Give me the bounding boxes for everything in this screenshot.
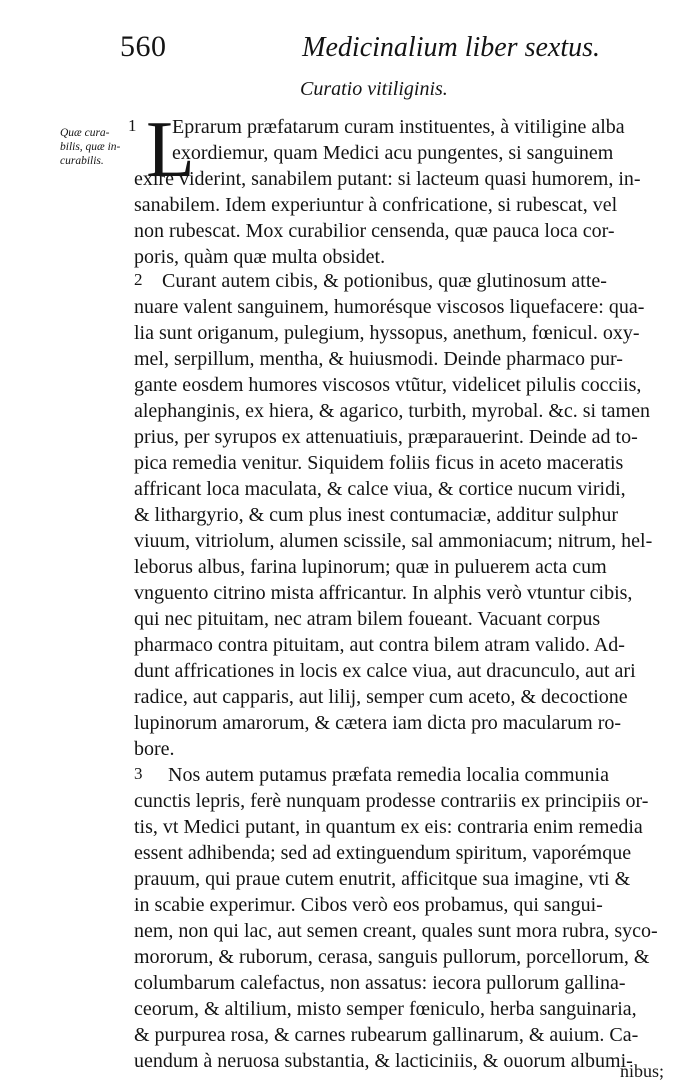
text-line: leborus albus, farina lupinorum; quæ in puluerem acta cum: [134, 556, 607, 578]
text-line: exire viderint, sanabilem putant: si lacteum quasi humorem, in-: [134, 168, 641, 190]
margin-note-line: bilis, quæ in-: [60, 141, 121, 153]
text-line: Curant autem cibis, & potionibus, quæ glutinosum atte-: [162, 270, 607, 292]
text-line: columbarum calefactus, non assatus: iecora pullorum gallina-: [134, 972, 626, 994]
drop-cap: L: [146, 106, 195, 194]
text-line: qui nec pituitam, nec atram bilem foueant. Vacuant corpus: [134, 608, 601, 630]
text-line: essent adhibenda; sed ad extinguendum spiritum, vaporémque: [134, 842, 632, 864]
text-line: bore.: [134, 738, 175, 760]
running-head: Medicinalium liber sextus.: [302, 32, 600, 63]
paragraph-number: 1: [128, 116, 137, 135]
page-header: [120, 30, 600, 70]
section-title: Curatio vitiliginis.: [300, 78, 448, 100]
text-line: lia sunt origanum, pulegium, hyssopus, anethum, fœnicul. oxy-: [134, 322, 640, 344]
text-line: pica remedia venitur. Siquidem foliis ficus in aceto maceratis: [134, 452, 624, 474]
text-line: non rubescat. Mox curabilior censenda, quæ pauca loca cor-: [134, 220, 615, 242]
text-line: Eprarum præfatarum curam instituentes, à vitiligine alba: [172, 116, 625, 138]
text-line: in scabie experimur. Cibos verò eos probamus, qui sangui-: [134, 894, 603, 916]
text-line: radice, aut capparis, aut lilij, semper cum aceto, & decoctione: [134, 686, 628, 708]
text-line: tis, vt Medici putant, in quantum ex eis: contraria enim remedia: [134, 816, 643, 838]
text-line: mororum, & ruborum, cerasa, sanguis pullorum, porcellorum, &: [134, 946, 650, 968]
text-line: cunctis lepris, ferè nunquam prodesse contrariis ex principiis or-: [134, 790, 649, 812]
text-line: alephanginis, ex hiera, & agarico, turbith, myrobal. &c. si tamen: [134, 400, 650, 422]
text-line: gante eosdem humores viscosos vtũtur, videlicet pilulis cocciis,: [134, 374, 642, 396]
text-line: lupinorum amarorum, & cætera iam dicta pro macularum ro-: [134, 712, 622, 734]
text-line: nem, non qui lac, aut semen creant, quales sunt mora rubra, syco-: [134, 920, 658, 942]
text-line: pharmaco contra pituitam, aut contra bilem atram valido. Ad-: [134, 634, 625, 656]
paragraph-number: 2: [134, 270, 143, 289]
paragraph-number: 3: [134, 764, 143, 783]
text-line: sanabilem. Idem experiuntur à confricatione, si rubescat, vel: [134, 194, 618, 216]
text-line: Nos autem putamus præfata remedia localia communia: [168, 764, 609, 786]
text-line: prius, per syrupos ex attenuatiuis, præparauerint. Deinde ad to-: [134, 426, 638, 448]
text-line: nuare valent sanguinem, humorésque viscosos liquefacere: qua-: [134, 296, 645, 318]
text-line: uendum à neruosa substantia, & lacticiniis, & ouorum albumi-: [134, 1050, 633, 1072]
text-line: vnguento citrino mista affricantur. In alphis verò vtuntur cibis,: [134, 582, 633, 604]
text-line: & purpurea rosa, & carnes rubearum gallinarum, & auium. Ca-: [134, 1024, 639, 1046]
margin-note-line: Quæ cura-: [60, 127, 110, 139]
margin-note-line: curabilis.: [60, 155, 104, 167]
text-line: & lithargyrio, & cum plus inest contumaciæ, additur sulphur: [134, 504, 619, 526]
text-line: ceorum, & altilium, misto semper fœniculo, herba sanguinaria,: [134, 998, 637, 1020]
text-line: exordiemur, quam Medici acu pungentes, si sanguinem: [172, 142, 614, 164]
text-line: poris, quàm quæ multa obsidet.: [134, 246, 386, 268]
margin-note: [60, 126, 124, 168]
text-line: prauum, qui praue cutem enutrit, afficitque sua imagine, vti &: [134, 868, 631, 890]
text-line: nibus;: [620, 1061, 665, 1081]
page-number: 560: [120, 30, 167, 63]
text-line: viuum, vitriolum, alumen scissile, sal ammoniacum; nitrum, hel-: [134, 530, 653, 552]
text-line: dunt affricationes in locis ex calce viua, aut dracunculo, aut ari: [134, 660, 636, 682]
text-line: mel, serpillum, mentha, & huiusmodi. Deinde pharmaco pur-: [134, 348, 623, 370]
text-line: affricant loca maculata, & calce viua, & cortice nucum viridi,: [134, 478, 626, 500]
